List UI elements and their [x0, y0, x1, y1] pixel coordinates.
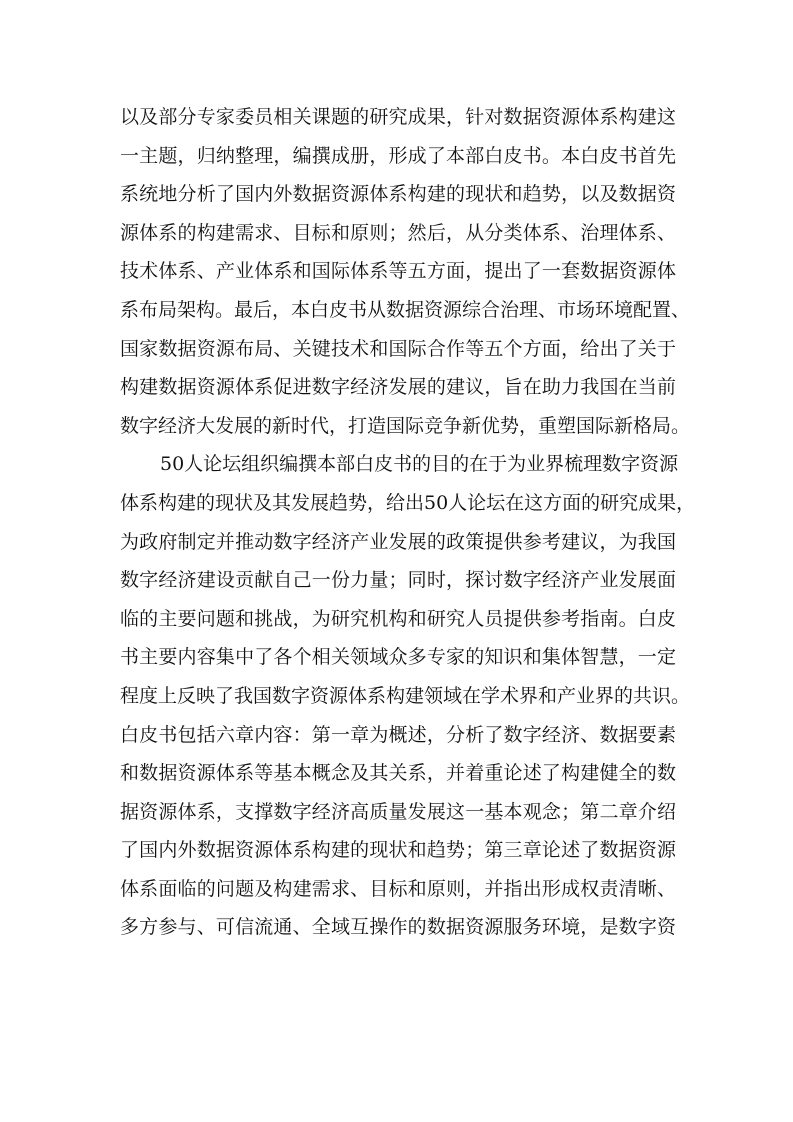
text-line: 源体系的构建需求、目标和原则；然后，从分类体系、治理体系、 — [120, 221, 676, 244]
paragraph-2 — [120, 445, 696, 947]
text-line: 和数据资源体系等基本概念及其关系，并着重论述了构建健全的数 — [120, 762, 676, 785]
text-line: 一主题，归纳整理，编撰成册，形成了本部白皮书。本白皮书首先 — [120, 144, 676, 167]
text-line: 体系构建的现状及其发展趋势，给出50人论坛在这方面的研究成果， — [120, 491, 696, 514]
text-line: 技术体系、产业体系和国际体系等五方面，提出了一套数据资源体 — [120, 260, 676, 283]
text-line: 50人论坛组织编撰本部白皮书的目的在于为业界梳理数字资源 — [160, 453, 679, 476]
text-line: 多方参与、可信流通、全域互操作的数据资源服务环境，是数字资 — [120, 916, 676, 939]
text-line: 数字经济建设贡献自己一份力量；同时，探讨数字经济产业发展面 — [120, 569, 676, 592]
text-line: 白皮书包括六章内容：第一章为概述，分析了数字经济、数据要素 — [120, 723, 676, 746]
text-line: 为政府制定并推动数字经济产业发展的政策提供参考建议，为我国 — [120, 530, 676, 553]
text-line: 了国内外数据资源体系构建的现状和趋势；第三章论述了数据资源 — [120, 839, 676, 862]
text-line: 书主要内容集中了各个相关领域众多专家的知识和集体智慧，一定 — [120, 646, 676, 669]
text-line: 体系面临的问题及构建需求、目标和原则，并指出形成权责清晰、 — [120, 877, 676, 900]
body-text — [120, 98, 696, 947]
text-line: 数字经济大发展的新时代，打造国际竞争新优势，重塑国际新格局。 — [120, 414, 691, 437]
text-line: 系统地分析了国内外数据资源体系构建的现状和趋势，以及数据资 — [120, 183, 676, 206]
text-line: 国家数据资源布局、关键技术和国际合作等五个方面，给出了关于 — [120, 337, 676, 360]
text-line: 临的主要问题和挑战，为研究机构和研究人员提供参考指南。白皮 — [120, 607, 676, 630]
text-line: 构建数据资源体系促进数字经济发展的建议，旨在助力我国在当前 — [120, 376, 676, 399]
paragraph-1 — [120, 98, 691, 445]
text-line: 程度上反映了我国数字资源体系构建领域在学术界和产业界的共识。 — [120, 684, 691, 707]
text-line: 系布局架构。最后，本白皮书从数据资源综合治理、市场环境配置、 — [120, 298, 691, 321]
text-line: 据资源体系，支撑数字经济高质量发展这一基本观念；第二章介绍 — [120, 800, 676, 823]
text-line: 以及部分专家委员相关课题的研究成果，针对数据资源体系构建这 — [120, 106, 676, 128]
